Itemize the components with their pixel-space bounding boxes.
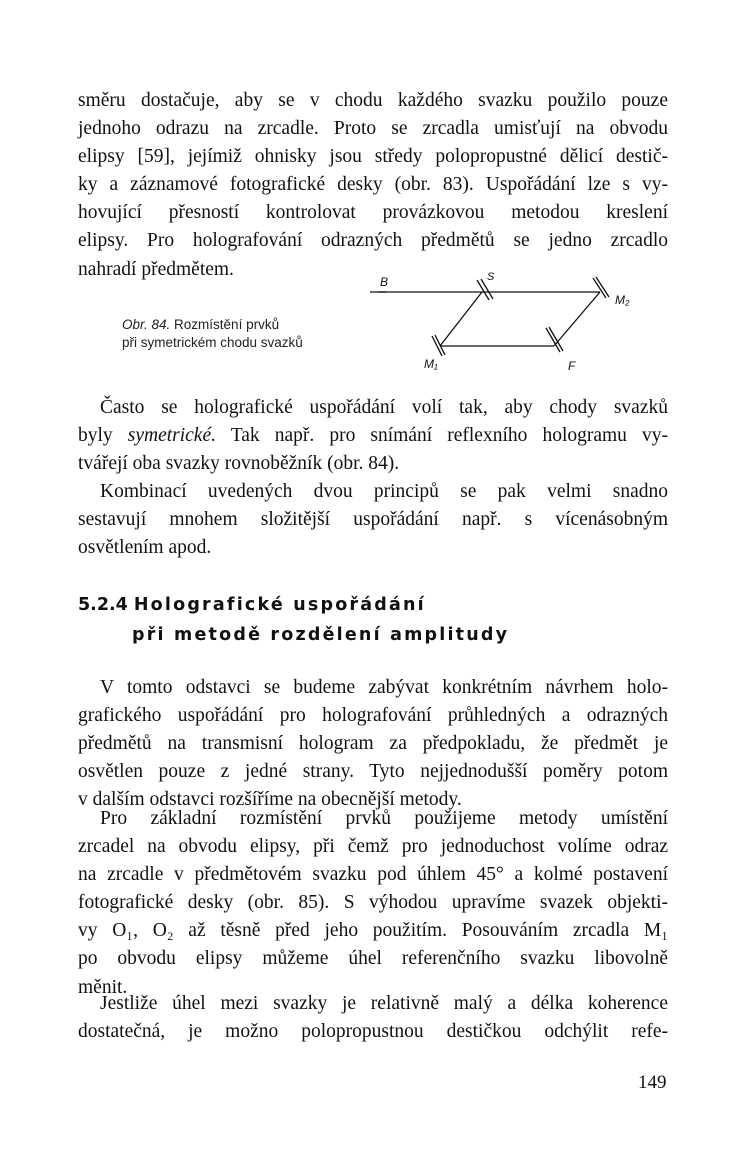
figure-caption [122,316,303,352]
text-line: Jestliže úhel mezi svazky je relativně malý a délka koherence [100,993,668,1014]
caption-text-1: Rozmístění prvků [174,317,280,332]
text-line: fotografické desky (obr. 85). S výhodou upravíme svazek objekti- [78,892,668,914]
text-line: na zrcadle v předmětovém svazku pod úhlem 45° a kolmé postavení [78,864,668,886]
caption-line-2: při symetrickém chodu svazků [122,335,303,350]
text-line: Často se holografické uspořádání volí tak, aby chody svazků [100,397,668,418]
label-b: B [380,275,389,289]
text-line: grafického uspořádání pro holografování průhledných a odrazných [78,705,668,727]
text-line: měnit. [78,976,128,998]
text-line: zrcadel na obvodu elipsy, při čemž pro jednoduchost volíme odraz [78,836,668,858]
text-line: elipsy. Pro holografování odrazných předmětů se jedno zrcadlo [78,230,668,252]
label-m2: M₂ [615,293,630,307]
text-line: tvářejí oba svazky rovnoběžník (obr. 84). [78,453,400,475]
text-line: osvětlen pouze z jedné strany. Tyto nejjednodušší poměry potom [78,761,668,783]
text-line: směru dostačuje, aby se v chodu každého svazku použilo pouze [78,90,668,111]
text-line: osvětlením apod. [78,537,212,559]
paragraph-2 [78,394,668,478]
text-line: v dalším odstavci rozšíříme na obecnější metody. [78,789,462,811]
text-line: jednoho odrazu na zrcadle. Proto se zrcadla umisťují na obvodu [78,118,668,140]
emphasis: symetrické. [127,425,216,447]
paragraph-4 [78,674,668,814]
caption-line-1 [122,316,303,334]
caption-label: Obr. 84. [122,317,171,332]
paragraph-1 [78,87,668,284]
section-number: 5.2.4 [78,595,128,615]
plate-f-icon [546,327,563,352]
text-line: po obvodu elipsy můžeme úhel referenčního svazku libovolně [78,948,668,970]
heading-line-2: při metodě rozdělení amplitudy [132,625,510,645]
heading-line-1: Holografické uspořádání [133,595,426,615]
text-line: sestavují mnohem složitější uspořádání např. s vícenásobným [78,509,668,531]
paragraph-5 [78,805,668,1002]
text-line: vy O₁, O₂ až těsně před jeho použitím. Posouváním zrcadla M₁ [78,920,668,942]
text-line [78,422,668,450]
paragraph-3 [78,478,668,562]
text-line: nahradí předmětem. [78,258,234,280]
mirror-m2-icon [593,277,609,298]
text-run: Tak např. pro snímání reflexního hologramu vy- [216,425,668,447]
text-line: Pro základní rozmístění prvků použijeme metody umístění [100,808,668,829]
page-number: 149 [638,1072,667,1093]
section-heading [78,590,509,650]
text-line: Kombinací uvedených dvou principů se pak velmi snadno [100,481,668,502]
beam-s-m1 [440,292,482,346]
text-line: V tomto odstavci se budeme zabývat konkrétním návrhem holo- [100,677,668,698]
label-s: S [487,271,495,283]
figure-84-diagram [360,266,660,376]
label-m1: M₁ [424,357,438,371]
text-line: elipsy [59], jejímiž ohnisky jsou středy polopropustné dělicí destič- [78,146,668,168]
label-f: F [568,359,576,373]
beam-m2-f [554,292,600,346]
text-line: hovující přesností kontrolovat provázkovou metodou kreslení [78,202,668,224]
paragraph-6 [78,990,668,1046]
text-line: dostatečná, je možno polopropustnou destičkou odchýlit refe- [78,1021,668,1043]
text-line: předmětů na transmisní hologram za předpokladu, že předmět je [78,733,668,755]
text-line: ky a záznamové fotografické desky (obr. 83). Uspořádání lze s vy- [78,174,668,196]
text-run: byly [78,425,128,447]
